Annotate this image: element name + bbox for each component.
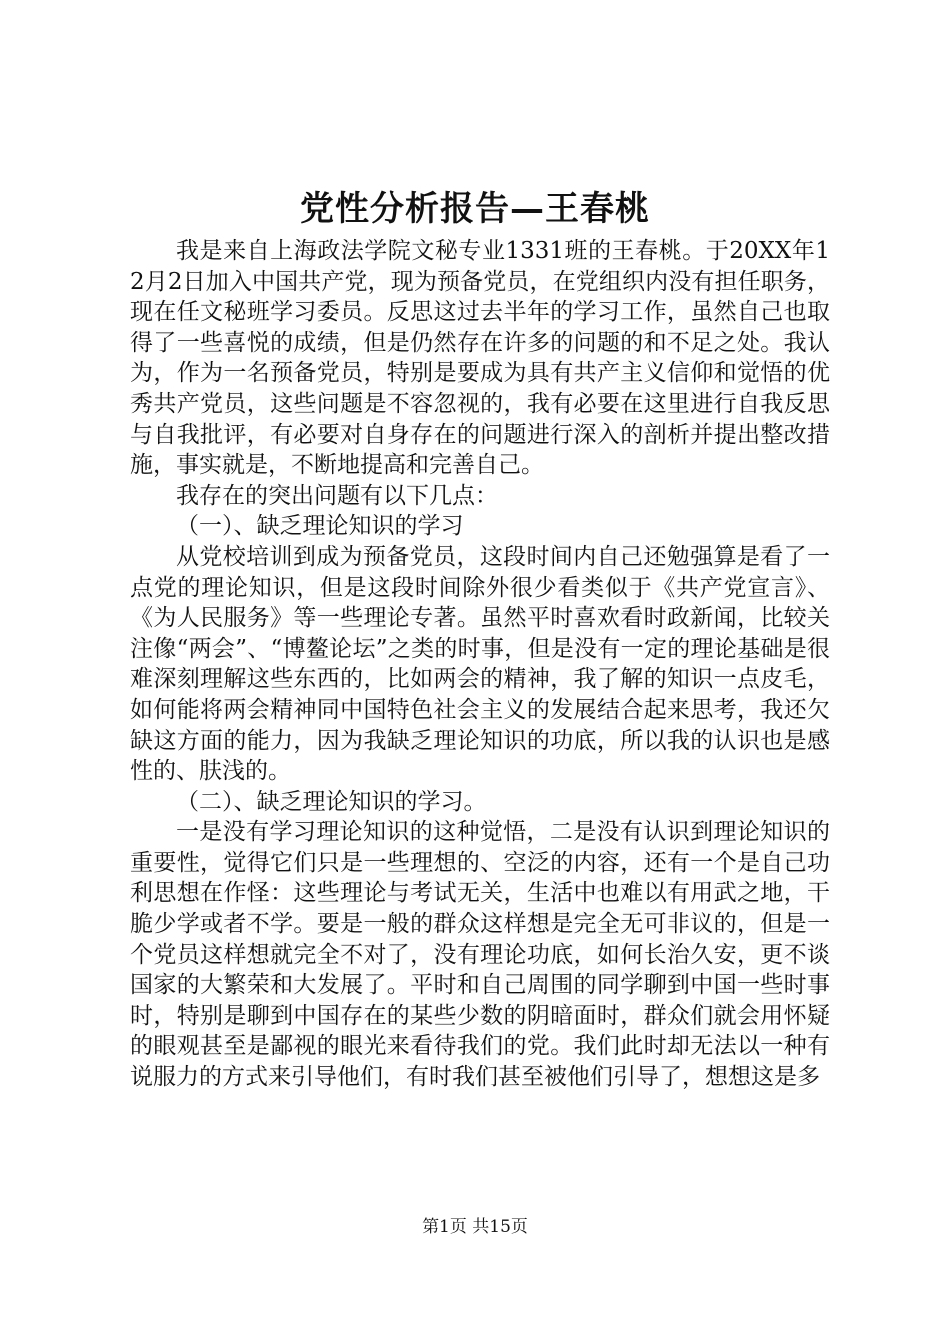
paragraph-section-1: 从党校培训到成为预备党员，这段时间内自己还勉强算是看了一点党的理论知识，但是这段时间除外很少看类似于《共产党宣言》、《为人民服务》等一些理论专著。虽然平时喜欢看时政新闻，比较关注像“两会”、“博鳌论坛”之类的时事，但是没有一定的理论基础是很难深刻理解这些东西的，比如两会的精神，我了解的知识一点皮毛，如何能将两会精神同中国特色社会主义的发展结合起来思考，我还欠缺这方面的能力，因为我缺乏理论知识的功底，所以我的认识也是感性的、肤浅的。 (130, 543, 830, 785)
page-number-footer: 第1页 共15页 (422, 1217, 528, 1237)
document-body (130, 236, 830, 1093)
section-heading-1: （一）、缺乏理论知识的学习 (176, 513, 464, 540)
paragraph-intro: 我是来自上海政法学院文秘专业1331班的王春桃。于20XX年12月2日加入中国共产党，现为预备党员，在党组织内没有担任职务，现在任文秘班学习委员。反思这过去半年的学习工作，虽然自己也取得了一些喜悦的成绩，但是仍然存在许多的问题的和不足之处。我认为，作为一名预备党员，特别是要成为具有共产主义信仰和觉悟的优秀共产党员，这些问题是不容忽视的，我有必要在这里进行自我反思与自我批评，有必要对自身存在的问题进行深入的剖析并提出整改措施，事实就是，不断地提高和完善自己。 (130, 238, 830, 479)
paragraph-problems-lead: 我存在的突出问题有以下几点： (176, 482, 498, 509)
document-title: 党性分析报告—王春桃 (300, 189, 650, 229)
paragraph-section-2: 一是没有学习理论知识的这种觉悟，二是没有认识到理论知识的重要性，觉得它们只是一些理想的、空泛的内容，还有一个是自己功利思想在作怪：这些理论与考试无关，生活中也难以有用武之地，干脆少学或者不学。要是一般的群众这样想是完全无可非议的，但是一个党员这样想就完全不对了，没有理论功底，如何长治久安，更不谈国家的大繁荣和大发展了。平时和自己周围的同学聊到中国一些时事时，特别是聊到中国存在的某些少数的阴暗面时，群众们就会用怀疑的眼观甚至是鄙视的眼光来看待我们的党。我们此时却无法以一种有说服力的方式来引导他们，有时我们甚至被他们引导了，想想这是多 (130, 819, 830, 1091)
section-heading-2: （二）、缺乏理论知识的学习。 (176, 788, 487, 815)
